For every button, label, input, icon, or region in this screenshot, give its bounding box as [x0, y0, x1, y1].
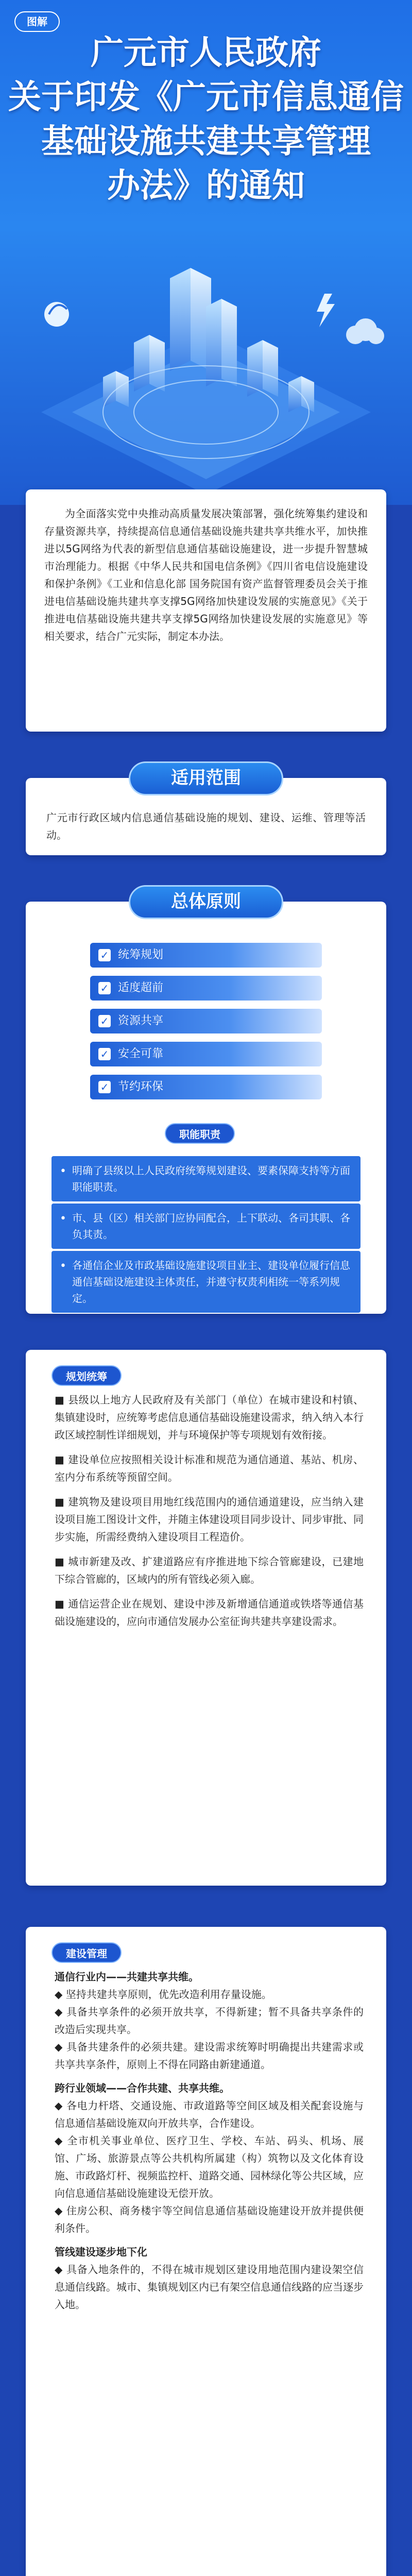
principle-item: ✓ 适度超前	[90, 976, 322, 1001]
principle-item: ✓ 资源共享	[90, 1009, 322, 1033]
planning-item: ■ 城市新建及改、扩建道路应有序推进地下综合管廊建设，已建地下综合管廊的，区域内的所有管线必须入廊。	[55, 1555, 364, 1585]
title-line: 广元市人民政府	[91, 34, 321, 72]
duty-item: • 各通信企业及市政基础设施建设项目业主、建设单位履行信息通信基础设施建设主体责任，并遵守权责利相统一等系列规定。	[52, 1251, 360, 1313]
check-icon: ✓	[98, 1048, 111, 1060]
bullet-icon: •	[60, 1260, 66, 1273]
duty-item: • 市、县（区）相关部门应协同配合，上下联动、各司其职、各负其责。	[52, 1204, 360, 1249]
construction-subheading: 通信行业内——共建共享共维。	[55, 1971, 199, 1983]
planning-item: ■ 县级以上地方人民政府及有关部门（单位）在城市建设和村镇、集镇建设时，应统筹考虑信息通信基础设施建设需求，纳入纳入本行政区域控制性详细规划，并与环境保护等专项规划有效衔接。	[55, 1394, 364, 1441]
construction-item: ◆ 具备共享条件的必须开放共享，不得新建；暂不具备共享条件的改造后实现共享。	[55, 2006, 364, 2036]
check-icon: ✓	[98, 982, 111, 994]
construction-item: ◆ 全市机关事业单位、医疗卫生、学校、车站、码头、机场、展馆、广场、旅游景点等公共机构所属建（构）筑物以及文化体育设施、市政路灯杆、视频监控杆、道路交通、园林绿化等公共区域，应向信息通信基础设施建设无偿开放。	[55, 2134, 364, 2199]
construction-card	[26, 1927, 386, 2576]
construction-subheading: 管线建设逐步地下化	[55, 2246, 147, 2258]
check-icon: ✓	[98, 1081, 111, 1093]
construction-heading: 建设管理	[52, 1942, 122, 1963]
planning-heading: 规划统筹	[52, 1365, 122, 1386]
planning-item: ■ 建筑物及建设项目用地红线范围内的通信通道建设，应当纳入建设项目施工图设计文件，并随主体建设项目同步设计、同步审批、同步实施，所需经费纳入建设项目工程造价。	[55, 1496, 364, 1543]
planning-item: ■ 建设单位应按照相关设计标准和规范为通信通道、基站、机房、室内分布系统等预留空间。	[55, 1453, 364, 1483]
bullet-icon: •	[60, 1212, 66, 1225]
smart-city-illustration	[0, 216, 412, 505]
duties-heading: 职能职责	[165, 1123, 235, 1144]
intro-text: 为全面落实党中央推动高质量发展决策部署，强化统筹集约建设和存量资源共享，持续提高信息通信基础设施共建共享共维水平，加快推进以5G网络为代表的新型信息通信基础设施建设，进一步提升智慧城市治理能力。根据《中华人民共和国电信条例》《四川省电信设施建设和保护条例》《工业和信息化部 国务院国有资产监督管理委员会关于推进电信基础设施共建共享支撑5G网络加快建设发展的实施意见》《关于推进电信基础设施共建共享支撑5G网络加快建设发展的实施意见》等相关要求，结合广元实际，制定本办法。	[44, 507, 368, 642]
principle-item: ✓ 安全可靠	[90, 1042, 322, 1066]
title-line: 关于印发《广元市信息通信	[8, 78, 404, 116]
construction-subheading: 跨行业领域——合作共建、共享共维。	[55, 2082, 230, 2094]
principle-item: ✓ 节约环保	[90, 1075, 322, 1099]
construction-item: ◆ 坚持共建共享原则，优先改造利用存量设施。	[55, 1988, 272, 2001]
planning-item: ■ 通信运营企业在规划、建设中涉及新增通信通道或铁塔等通信基础设施建设的，应向市通信发展办公室征询共建共享建设需求。	[55, 1598, 364, 1628]
principles-heading: 总体原则	[129, 885, 283, 919]
graphic-logo-badge: 图解	[14, 11, 60, 32]
scope-text: 广元市行政区域内信息通信基础设施的规划、建设、运维、管理等活动。	[46, 811, 366, 841]
scope-heading: 适用范围	[129, 761, 283, 795]
principle-item: ✓ 统筹规划	[90, 943, 322, 968]
construction-item: ◆ 具备共建条件的必须共建。建设需求统筹时明确提出共建需求或共享共享条件，原则上不得在同路由新建通道。	[55, 2041, 364, 2071]
duty-item: • 明确了县级以上人民政府统筹规划建设、要素保障支持等方面职能职责。	[52, 1156, 360, 1201]
check-icon: ✓	[98, 1015, 111, 1027]
hero-banner	[0, 0, 412, 505]
cloud-icon	[346, 318, 384, 344]
satellite-dish-icon	[44, 302, 69, 327]
title-line: 基础设施共建共享管理	[41, 123, 371, 161]
lightning-icon	[317, 294, 335, 327]
planning-card	[26, 1350, 386, 1886]
title-line: 办法》的通知	[107, 167, 305, 205]
intro-card	[26, 489, 386, 732]
construction-item: ◆ 各电力杆塔、交通设施、市政道路等空间区域及相关配套设施与信息通信基础设施双向开放共享，合作建设。	[55, 2099, 364, 2129]
check-icon: ✓	[98, 949, 111, 961]
page-title	[0, 31, 412, 208]
construction-item: ◆ 具备入地条件的，不得在城市规划区建设用地范围内建设架空信息通信线路。城市、集镇规划区内已有架空信息通信线路的应当逐步入地。	[55, 2263, 364, 2311]
bullet-icon: •	[60, 1165, 66, 1178]
construction-item: ◆ 住房公积、商务楼宇等空间信息通信基础设施建设开放并提供便利条件。	[55, 2205, 364, 2234]
